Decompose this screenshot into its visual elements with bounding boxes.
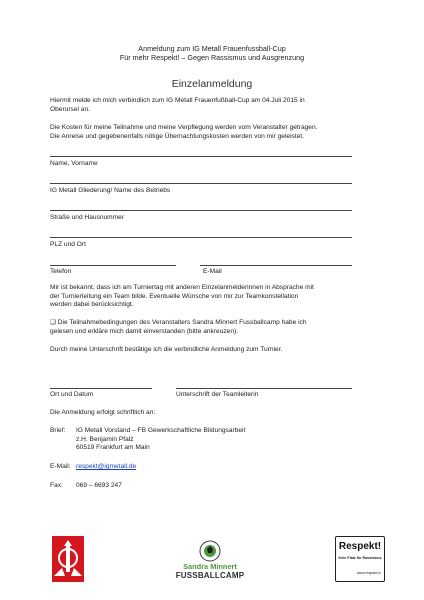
fax-value: 069 – 6693 247 (76, 482, 122, 489)
city-line[interactable] (50, 237, 352, 238)
respekt-logo-title: Respekt! (338, 541, 382, 552)
brief-line-1: IG Metall Vorstand – FB Gewerkschaftliche Bildungsarbeit (76, 427, 246, 434)
email-contact-label: E-Mail: (50, 463, 71, 470)
igm-logo (52, 536, 84, 582)
terms-checkbox-line-2: gelesen und erkläre mich damit einverstanden (bitte ankreuzen). (50, 327, 239, 335)
confirm-line: Durch meine Unterschrift bestätige ich die verbindliche Anmeldung zum Turnier. (50, 346, 283, 353)
intro-line-2: Oberursel an. (50, 105, 90, 113)
intro-line-1: Hiermit melde ich mich verbindlich zum IG Metall Frauenfußball-Cup am 04.Juli 2015 in (50, 97, 305, 104)
intro-line-3: Die Kosten für meine Teilnahme und meine Verpflegung werden vom Veranstalter getragen. (50, 124, 318, 131)
header-line-2: Für mehr Respekt! – Gegen Rassismus und Ausgrenzung (119, 53, 305, 62)
phone-line[interactable] (50, 265, 176, 266)
org-label: IG Metall Gliederung/ Name des Betriebs (50, 187, 171, 194)
camp-logo-line-2: FUSSBALLCAMP (175, 571, 245, 580)
org-line[interactable] (50, 183, 352, 184)
street-label: Straße und Hausnummer (50, 214, 125, 221)
phone-label: Telefon (50, 268, 72, 275)
page-title: Einzelanmeldung (171, 78, 253, 90)
place-date-line[interactable] (50, 388, 152, 389)
brief-line-2: z.H. Benjamin Pfalz (76, 435, 134, 443)
fax-label: Fax: (50, 482, 63, 489)
signature-label: Unterschrift der Teamleiterin (176, 391, 259, 398)
email-label: E-Mail (203, 268, 222, 275)
name-label: Name, Vorname (50, 160, 98, 167)
camp-logo-line-1: Sandra Minnert (183, 562, 237, 571)
terms-line-1: Mir ist bekannt, dass ich am Turniertag mit anderen Einzelanmelderinnen in Absprache mit (50, 284, 314, 291)
place-date-label: Ort und Datum (50, 391, 94, 398)
respekt-logo (335, 536, 385, 582)
street-line[interactable] (50, 210, 352, 211)
header-line-1: Anmeldung zum IG Metall Frauenfussball-Cup (138, 44, 286, 53)
city-label: PLZ und Ort (50, 241, 86, 248)
respekt-logo-subtitle: Kein Platz für Rassismus (338, 556, 382, 560)
igm-logo-icon (52, 536, 84, 582)
brief-line-3: 60519 Frankfurt am Main (76, 444, 150, 452)
respekt-logo-url: www.respekt.tv (356, 571, 381, 575)
terms-checkbox-line-1[interactable]: ❑ Die Teilnahmebedingungen des Veranstalters Sandra Minnert Fussballcamp habe ich (50, 319, 307, 326)
soccer-ball-icon (198, 540, 222, 562)
signature-line[interactable] (176, 388, 352, 389)
intro-line-4: Die Anreise und gegebenenfalls nötige Übernachtungskosten werden von mir geleistet. (50, 132, 305, 140)
brief-label: Brief: (50, 427, 66, 434)
terms-line-3: werden dabei berücksichtigt. (50, 301, 134, 309)
terms-line-2: der Turnierleitung ein Team bilde. Eventuelle Wünsche von mir zur Teamkonstellation (50, 292, 299, 300)
email-line[interactable] (200, 265, 352, 266)
contact-intro: Die Anmeldung erfolgt schriftlich an: (50, 409, 156, 416)
name-line[interactable] (50, 156, 352, 157)
email-contact-link[interactable]: respekt@igmetall.de (76, 463, 137, 470)
